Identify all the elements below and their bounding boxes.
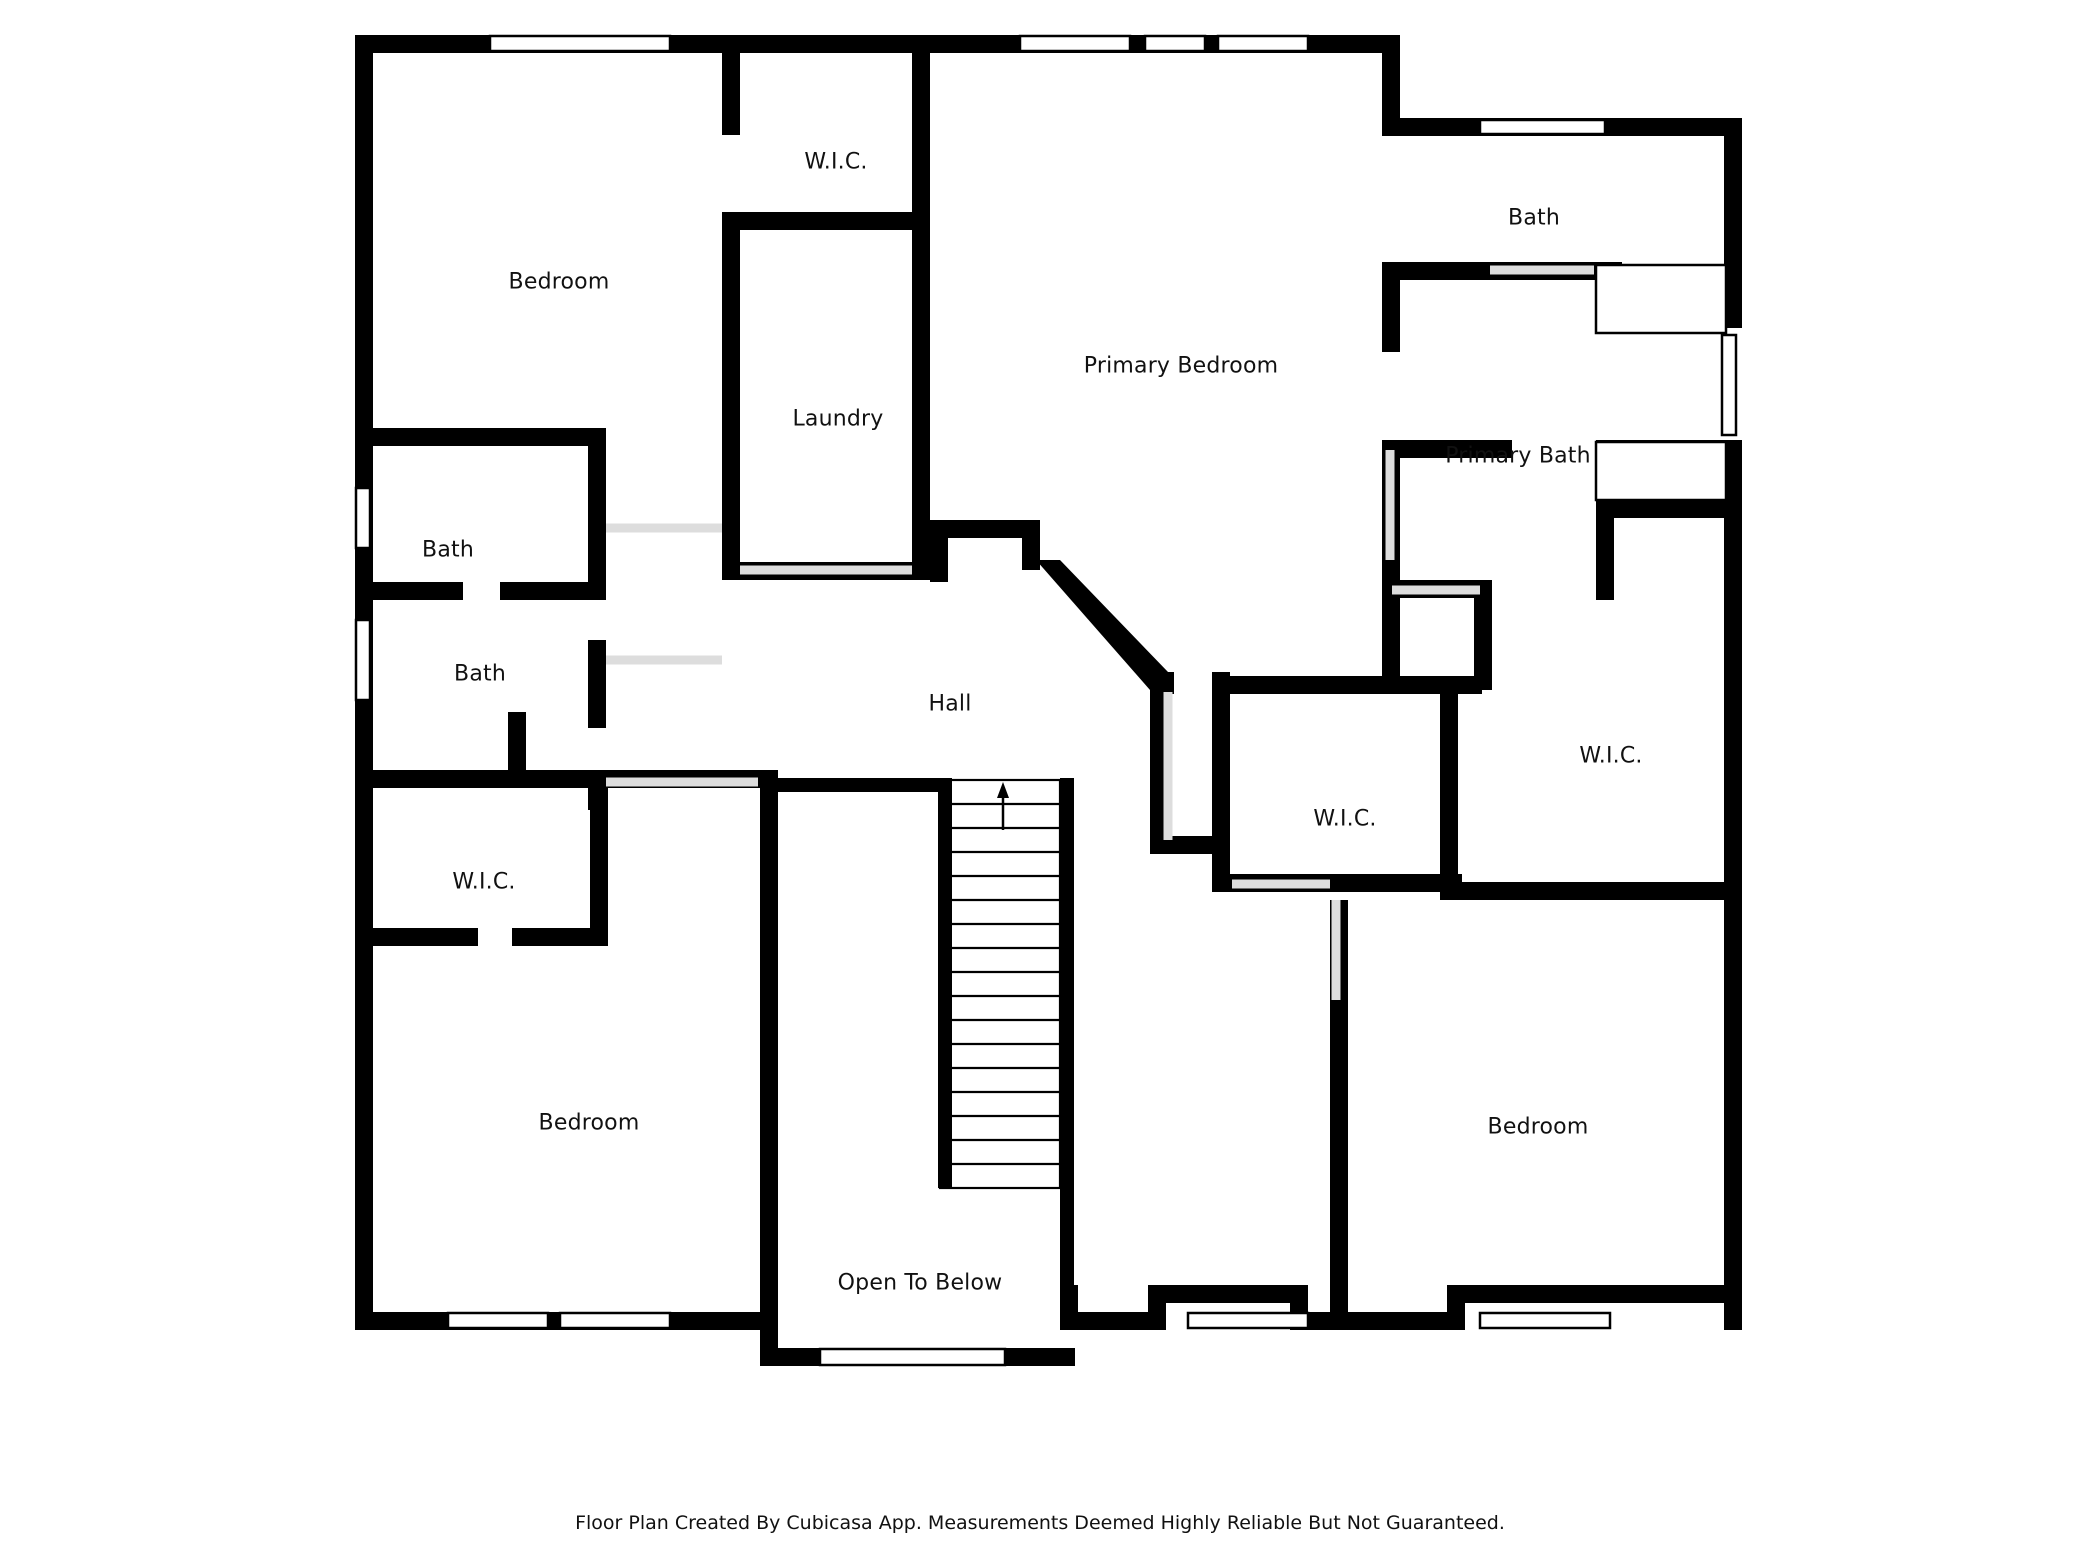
room-label-bedroom-bottom-right: Bedroom xyxy=(1487,1114,1589,1140)
room-label-bedroom-top-left: Bedroom xyxy=(508,269,610,295)
room-label-hall: Hall xyxy=(928,691,972,717)
stairs-up-arrow xyxy=(997,782,1009,830)
room-label-laundry: Laundry xyxy=(792,406,884,432)
footer-disclaimer: Floor Plan Created By Cubicasa App. Measurements Deemed Highly Reliable But Not Guaranteed. xyxy=(575,1512,1505,1534)
room-label-wic-top: W.I.C. xyxy=(804,149,868,175)
room-label-wic-right: W.I.C. xyxy=(1579,743,1643,769)
room-label-primary-bedroom: Primary Bedroom xyxy=(1083,353,1279,379)
room-label-wic-center-right: W.I.C. xyxy=(1313,806,1377,832)
room-label-bedroom-bottom-left: Bedroom xyxy=(538,1110,640,1136)
walls-group xyxy=(355,35,1742,1366)
room-label-primary-bath: Primary Bath xyxy=(1445,443,1591,469)
room-label-bath-top-right: Bath xyxy=(1508,205,1560,231)
staircase xyxy=(938,778,1074,1298)
room-label-wic-left: W.I.C. xyxy=(452,869,516,895)
room-label-bath-left-lower: Bath xyxy=(454,661,506,687)
room-label-open-to-below: Open To Below xyxy=(837,1270,1003,1296)
room-label-bath-left-upper: Bath xyxy=(422,537,474,563)
